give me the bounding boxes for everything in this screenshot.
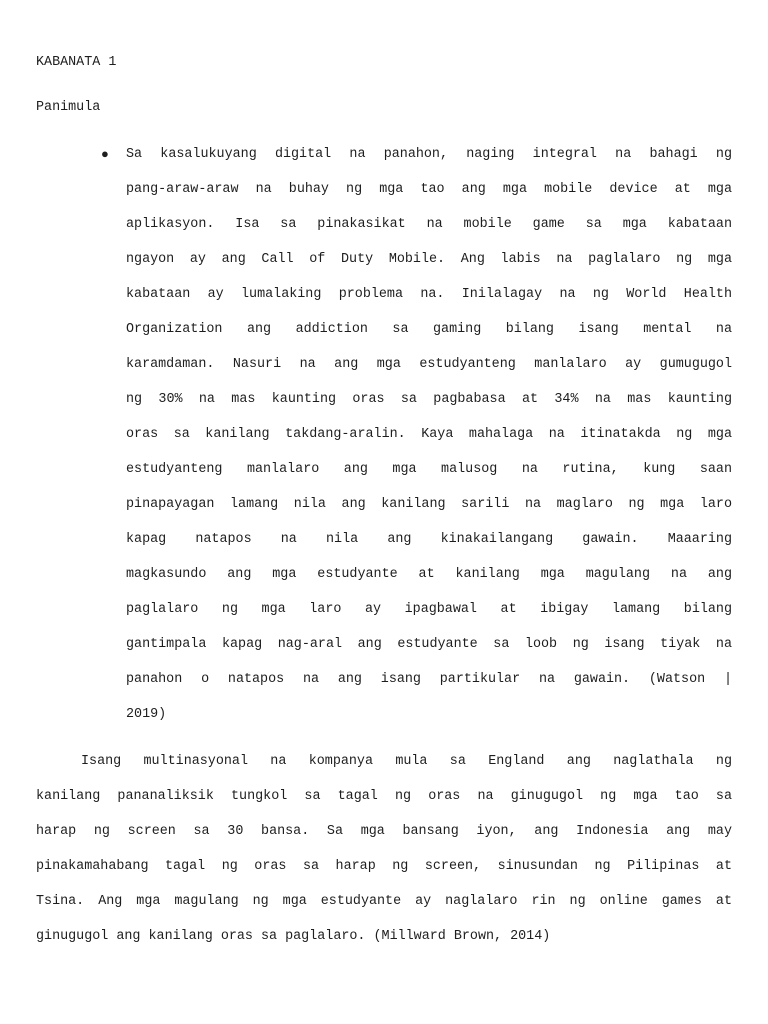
bullet-line: kabataan ay lumalaking problema na. Inilalagay na ng World Health — [126, 287, 732, 302]
bullet-line: pinapayagan lamang nila ang kanilang sarili na maglaro ng mga laro — [126, 497, 732, 512]
bullet-line: karamdaman. Nasuri na ang mga estudyanteng manlalaro ay gumugugol — [126, 357, 732, 372]
bullet-line: aplikasyon. Isa sa pinakasikat na mobile game sa mga kabataan — [126, 217, 732, 232]
chapter-label: KABANATA 1 — [36, 55, 117, 70]
section-heading: Panimula — [36, 100, 101, 115]
paragraph-line: ginugugol ang kanilang oras sa paglalaro. (Millward Brown, 2014) — [36, 929, 551, 944]
bullet-line: Organization ang addiction sa gaming bilang isang mental na — [126, 322, 732, 337]
paragraph-line: kanilang pananaliksik tungkol sa tagal ng oras na ginugugol ng mga tao sa — [36, 789, 732, 804]
paragraph-line: Isang multinasyonal na kompanya mula sa England ang naglathala ng — [81, 754, 732, 769]
bullet-line: ngayon ay ang Call of Duty Mobile. Ang labis na paglalaro ng mga — [126, 252, 732, 267]
bullet-line: 2019) — [126, 707, 167, 722]
paragraph-line: Tsina. Ang mga magulang ng mga estudyante ay naglalaro rin ng online games at — [36, 894, 732, 909]
bullet-line: magkasundo ang mga estudyante at kanilang mga magulang na ang — [126, 567, 732, 582]
bullet-line: kapag natapos na nila ang kinakailangang gawain. Maaaring — [126, 532, 732, 547]
paragraph-line: pinakamahabang tagal ng oras sa harap ng screen, sinusundan ng Pilipinas at — [36, 859, 732, 874]
bullet-line: ng 30% na mas kaunting oras sa pagbabasa at 34% na mas kaunting — [126, 392, 732, 407]
bullet-line: estudyanteng manlalaro ang mga malusog na rutina, kung saan — [126, 462, 732, 477]
bullet-line: panahon o natapos na ang isang partikular na gawain. (Watson | — [126, 672, 732, 687]
paragraph-line: harap ng screen sa 30 bansa. Sa mga bansang iyon, ang Indonesia ang may — [36, 824, 732, 839]
bullet-line: Sa kasalukuyang digital na panahon, naging integral na bahagi ng — [126, 147, 732, 162]
bullet-icon: ● — [101, 147, 109, 162]
bullet-line: oras sa kanilang takdang-aralin. Kaya mahalaga na itinatakda ng mga — [126, 427, 732, 442]
bullet-line: gantimpala kapag nag-aral ang estudyante sa loob ng isang tiyak na — [126, 637, 732, 652]
bullet-line: pang-araw-araw na buhay ng mga tao ang mga mobile device at mga — [126, 182, 732, 197]
bullet-line: paglalaro ng mga laro ay ipagbawal at ibigay lamang bilang — [126, 602, 732, 617]
